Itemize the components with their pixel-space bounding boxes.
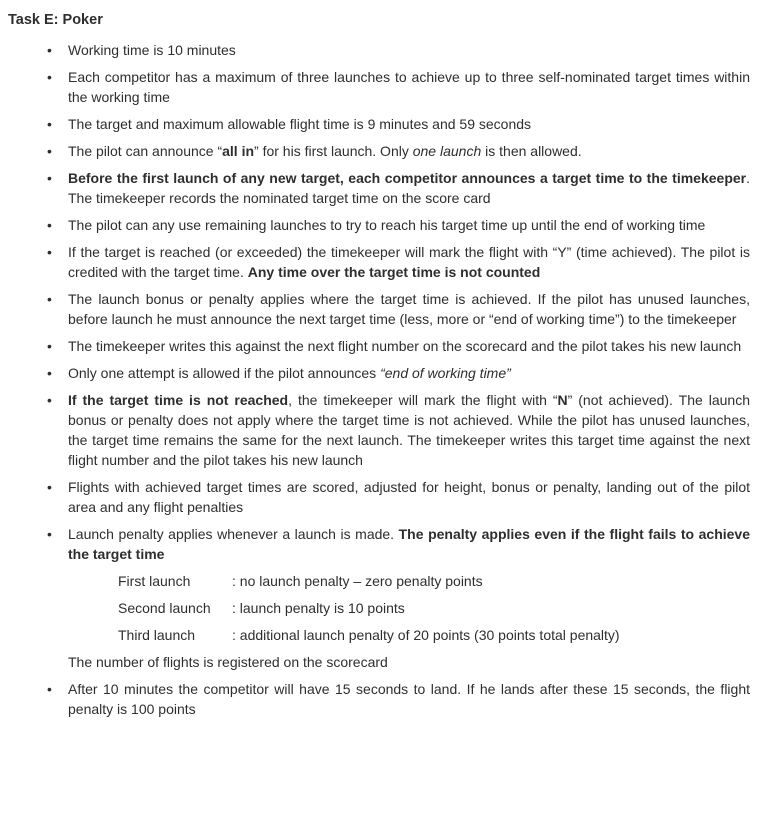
- bullet-icon: •: [47, 681, 52, 697]
- text-run: all in: [222, 143, 255, 159]
- bullet-icon: •: [47, 42, 52, 58]
- launch-label: First launch: [118, 573, 191, 589]
- launch-label: Third launch: [118, 627, 196, 643]
- bullet-icon: •: [47, 479, 52, 495]
- text-run: The penalty applies even if the flight fails to achieve the target time: [68, 526, 751, 562]
- text-run: “end of working time”: [380, 365, 511, 381]
- text-run: , the timekeeper will mark the flight with “: [288, 392, 558, 408]
- penalty-text: : launch penalty is 10 points: [232, 600, 405, 616]
- text-run: If the target time is not reached: [68, 392, 289, 408]
- list-item: [8, 168, 750, 208]
- list-item: [8, 289, 750, 329]
- penalty-line: [8, 598, 750, 618]
- text-run: Only one attempt is allowed if the pilot announces: [68, 365, 381, 381]
- list-item: [8, 67, 750, 107]
- text-run: N: [557, 392, 568, 408]
- text-run: Launch penalty applies whenever a launch is made.: [68, 526, 399, 542]
- text-run: If the target is reached (or exceeded) the timekeeper will mark the flight with “Y” (time achieved). The pilot is credited with the target time.: [68, 244, 750, 280]
- text-run: Each competitor has a maximum of three launches to achieve up to three self-nominated target times within the working time: [68, 69, 750, 105]
- list-item: [8, 40, 750, 60]
- list-item: [8, 363, 750, 383]
- list-item: [8, 336, 750, 356]
- bullet-icon: •: [47, 291, 52, 307]
- bullet-icon: •: [47, 365, 52, 381]
- text-run: The pilot can announce “: [68, 143, 223, 159]
- bullet-icon: •: [47, 170, 52, 186]
- text-run: Before the first launch of any new target, each competitor announces a target time to the timekeeper: [68, 170, 747, 186]
- text-run: ” for his first launch. Only: [254, 143, 413, 159]
- text-run: The launch bonus or penalty applies where the target time is achieved. If the pilot has unused launches, before launch he must announce the next target time (less, more or “end of working time”) to the timekeeper: [68, 291, 750, 327]
- bullet-icon: •: [47, 69, 52, 85]
- list-item: [8, 242, 750, 282]
- list-item: [8, 477, 750, 517]
- text-run: Working time is 10 minutes: [68, 42, 236, 58]
- text-run: is then allowed.: [481, 143, 582, 159]
- text-run: The pilot can any use remaining launches to try to reach his target time up until the end of working time: [68, 217, 706, 233]
- bullet-icon: •: [47, 392, 52, 408]
- text-run: Any time over the target time is not counted: [247, 264, 541, 280]
- text-run: . The timekeeper records the nominated target time on the score card: [68, 170, 750, 206]
- list-item: [8, 215, 750, 235]
- list-item: [8, 524, 750, 564]
- text-run: Flights with achieved target times are scored, adjusted for height, bonus or penalty, landing out of the pilot area and any flight penalties: [68, 479, 750, 515]
- text-run: ” (not achieved). The launch bonus or penalty does not apply where the target time is not achieved. While the pilot has unused launches, the target time remains the same for the next launch. The timekeeper writes this target time against the next flight number and the pilot takes his new launch: [68, 392, 750, 468]
- bullet-icon: •: [47, 244, 52, 260]
- list-item: [8, 679, 750, 719]
- bullet-icon: •: [47, 143, 52, 159]
- text-run: The target and maximum allowable flight time is 9 minutes and 59 seconds: [68, 116, 532, 132]
- penalty-text: : additional launch penalty of 20 points (30 points total penalty): [232, 627, 620, 643]
- list-item: [8, 141, 750, 161]
- launch-label: Second launch: [118, 600, 211, 616]
- bullet-icon: •: [47, 217, 52, 233]
- text-run: The timekeeper writes this against the next flight number on the scorecard and the pilot takes his new launch: [68, 338, 742, 354]
- text-run: The number of flights is registered on the scorecard: [68, 654, 388, 670]
- bullet-icon: •: [47, 338, 52, 354]
- page-title: Task E: Poker: [8, 12, 103, 28]
- rules-list: [8, 40, 750, 719]
- penalty-line: [8, 571, 750, 591]
- text-run: one launch: [412, 143, 482, 159]
- penalty-line: [8, 625, 750, 645]
- bullet-icon: •: [47, 526, 52, 542]
- list-item: [8, 390, 750, 470]
- note-line: [8, 652, 750, 672]
- penalty-text: : no launch penalty – zero penalty points: [232, 573, 483, 589]
- list-item: [8, 114, 750, 134]
- text-run: After 10 minutes the competitor will have 15 seconds to land. If he lands after these 15 seconds, the flight penalty is 100 points: [68, 681, 750, 717]
- bullet-icon: •: [47, 116, 52, 132]
